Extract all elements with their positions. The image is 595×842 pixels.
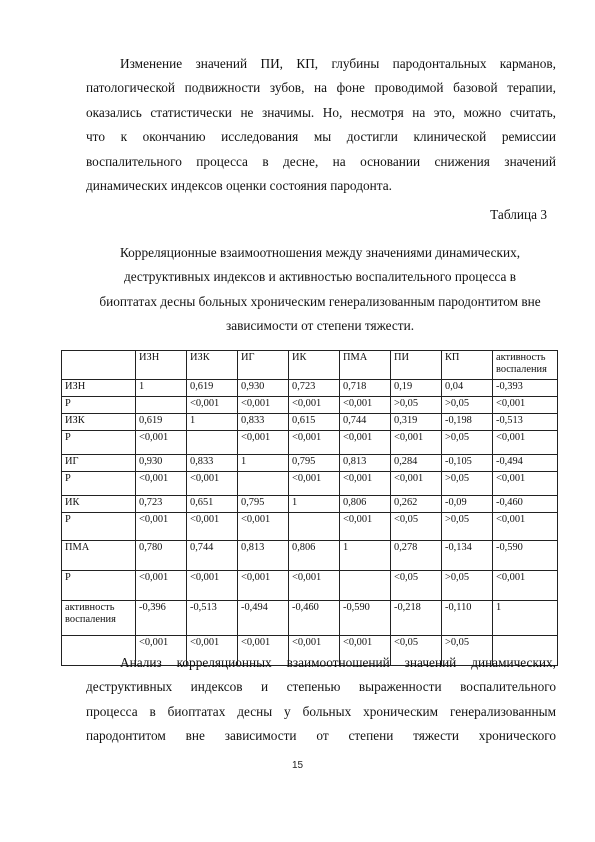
table-cell: <0,05	[391, 513, 442, 541]
caption-line: зависимости от степени тяжести.	[225, 318, 415, 334]
table-cell: КП	[442, 351, 493, 380]
row-label-cell: активность воспаления	[62, 601, 136, 636]
table-cell: >0,05	[391, 397, 442, 414]
table-cell: <0,001	[493, 397, 558, 414]
table-caption	[70, 241, 570, 339]
table-cell: <0,001	[493, 571, 558, 601]
table-row	[62, 380, 558, 397]
table-cell: 0,619	[187, 380, 238, 397]
table-cell: 1	[340, 541, 391, 571]
table-cell: 0,319	[391, 414, 442, 431]
paragraph-line: оказались статистически не значимы. Но, несмотря на это, можно считать,	[86, 104, 556, 120]
paragraph-line: патологической подвижности зубов, на фоне проводимой базовой терапии,	[86, 80, 556, 96]
table-cell: 0,651	[187, 496, 238, 513]
row-label-cell: Р	[62, 431, 136, 455]
table-cell: <0,001	[187, 636, 238, 666]
table-row	[62, 397, 558, 414]
table-cell: ИК	[289, 351, 340, 380]
table-cell: 0,723	[289, 380, 340, 397]
table-cell: ПИ	[391, 351, 442, 380]
table-cell: 0,795	[238, 496, 289, 513]
row-label-cell: ПМА	[62, 541, 136, 571]
table-cell: 0,744	[187, 541, 238, 571]
table-cell	[136, 397, 187, 414]
table-cell: <0,001	[391, 431, 442, 455]
table-cell: -0,396	[136, 601, 187, 636]
row-label-cell: ИЗК	[62, 414, 136, 431]
table-cell: <0,001	[493, 431, 558, 455]
table-number: Таблица 3	[490, 207, 547, 222]
table-cell: 0,284	[391, 455, 442, 472]
row-label-cell: ИЗН	[62, 380, 136, 397]
table-cell: <0,001	[187, 513, 238, 541]
table-cell: -0,513	[187, 601, 238, 636]
table-cell: -0,494	[493, 455, 558, 472]
correlation-table	[61, 350, 558, 666]
table-cell: -0,218	[391, 601, 442, 636]
table-cell: 0,930	[136, 455, 187, 472]
table-cell: >0,05	[442, 513, 493, 541]
paragraph-line: воспалительного процесса в десне, на основании снижения значений	[86, 153, 556, 169]
table-cell: >0,05	[442, 431, 493, 455]
row-label-cell: Р	[62, 513, 136, 541]
table-cell: <0,001	[238, 636, 289, 666]
table-cell: -0,105	[442, 455, 493, 472]
table-cell: <0,001	[340, 472, 391, 496]
table-cell: <0,001	[238, 431, 289, 455]
table-cell: <0,001	[289, 571, 340, 601]
caption-line: биоптатах десны больных хроническим генерализованным пародонтитом вне	[99, 293, 541, 309]
table-cell: 0,262	[391, 496, 442, 513]
table-cell: 0,718	[340, 380, 391, 397]
table-cell: 0,19	[391, 380, 442, 397]
table-cell: 0,930	[238, 380, 289, 397]
table-cell: -0,134	[442, 541, 493, 571]
table-cell: 0,806	[340, 496, 391, 513]
paragraph-conclusion	[86, 52, 556, 198]
table-cell: 1	[289, 496, 340, 513]
table-row	[62, 351, 558, 380]
table-cell: 0,813	[238, 541, 289, 571]
paragraph-analysis	[86, 651, 556, 749]
table-cell: <0,001	[289, 431, 340, 455]
row-label-cell: ИК	[62, 496, 136, 513]
caption-line: деструктивных индексов и активностью воспалительного процесса в	[123, 269, 517, 285]
paragraph-line: деструктивных индексов и степенью выраженности воспалительного	[86, 679, 556, 695]
table-cell: -0,09	[442, 496, 493, 513]
table-cell: 0,744	[340, 414, 391, 431]
table-cell: <0,001	[238, 513, 289, 541]
table-cell: <0,001	[238, 571, 289, 601]
table-cell: <0,001	[340, 513, 391, 541]
table-cell: 0,278	[391, 541, 442, 571]
table-cell: 0,806	[289, 541, 340, 571]
table-cell: <0,001	[136, 431, 187, 455]
table-cell: ИГ	[238, 351, 289, 380]
table-cell: -0,110	[442, 601, 493, 636]
table-cell: 0,723	[136, 496, 187, 513]
table-row	[62, 541, 558, 571]
table-cell: <0,001	[493, 513, 558, 541]
table-cell: 0,780	[136, 541, 187, 571]
table-cell	[187, 431, 238, 455]
table-cell: ИЗК	[187, 351, 238, 380]
table-cell: -0,590	[493, 541, 558, 571]
table-row	[62, 414, 558, 431]
table-cell: -0,393	[493, 380, 558, 397]
table-cell: 0,04	[442, 380, 493, 397]
table-cell: <0,001	[136, 636, 187, 666]
paragraph-line: пародонтитом вне зависимости от степени тяжести хронического	[86, 728, 556, 744]
row-label-cell: Р	[62, 397, 136, 414]
table-cell: <0,001	[289, 636, 340, 666]
table-cell: -0,513	[493, 414, 558, 431]
table-cell: <0,001	[391, 472, 442, 496]
table-cell: 0,619	[136, 414, 187, 431]
table-cell: <0,001	[238, 397, 289, 414]
table-cell: <0,001	[136, 472, 187, 496]
paragraph-line: процесса в биоптатах десны у больных хроническим генерализованным	[86, 703, 556, 719]
row-label-cell	[62, 351, 136, 380]
table-cell: <0,001	[187, 397, 238, 414]
table-cell: <0,05	[391, 571, 442, 601]
table-cell: >0,05	[442, 571, 493, 601]
table-cell: <0,001	[136, 571, 187, 601]
table-cell: -0,198	[442, 414, 493, 431]
table-cell: <0,001	[187, 472, 238, 496]
table-cell: <0,001	[493, 472, 558, 496]
table-cell: 0,833	[187, 455, 238, 472]
table-cell: 1	[187, 414, 238, 431]
table-cell: <0,001	[340, 431, 391, 455]
table-cell: 0,813	[340, 455, 391, 472]
table-cell: <0,001	[289, 472, 340, 496]
table-cell: <0,001	[289, 397, 340, 414]
table-cell: <0,001	[340, 636, 391, 666]
table-cell	[289, 513, 340, 541]
row-label-cell: Р	[62, 472, 136, 496]
table-cell: 0,795	[289, 455, 340, 472]
table-cell: 1	[493, 601, 558, 636]
table-cell: -0,460	[289, 601, 340, 636]
caption-line: Корреляционные взаимоотношения между значениями динамических,	[119, 245, 521, 260]
table-cell: -0,590	[340, 601, 391, 636]
paragraph-line: динамических индексов оценки состояния пародонта.	[86, 177, 392, 193]
table-cell: -0,494	[238, 601, 289, 636]
row-label-cell: Р	[62, 571, 136, 601]
table-cell: <0,05	[391, 636, 442, 666]
table-row	[62, 513, 558, 541]
table-cell: активность воспаления	[493, 351, 558, 380]
table-cell: -0,460	[493, 496, 558, 513]
table-cell: 0,615	[289, 414, 340, 431]
table-cell: ПМА	[340, 351, 391, 380]
table-cell	[238, 472, 289, 496]
paragraph-line: Анализ корреляционных взаимоотношений значений динамических,	[120, 655, 556, 670]
table-cell: >0,05	[442, 472, 493, 496]
table-row	[62, 431, 558, 455]
paragraph-line: что к окончанию исследования мы достигли клинической ремиссии	[86, 129, 556, 145]
table-cell: <0,001	[136, 513, 187, 541]
table-cell: <0,001	[340, 397, 391, 414]
table-cell: 1	[136, 380, 187, 397]
page-number: 15	[291, 760, 304, 771]
table-row	[62, 472, 558, 496]
table-row	[62, 455, 558, 472]
table-row	[62, 601, 558, 636]
table-cell: 1	[238, 455, 289, 472]
table-cell: >0,05	[442, 397, 493, 414]
table-cell: ИЗН	[136, 351, 187, 380]
table-cell: 0,833	[238, 414, 289, 431]
table-row	[62, 571, 558, 601]
row-label-cell: ИГ	[62, 455, 136, 472]
table-cell	[340, 571, 391, 601]
table-row	[62, 496, 558, 513]
table-cell: <0,001	[187, 571, 238, 601]
paragraph-line: Изменение значений ПИ, КП, глубины пародонтальных карманов,	[120, 56, 556, 71]
table-cell: >0,05	[442, 636, 493, 666]
